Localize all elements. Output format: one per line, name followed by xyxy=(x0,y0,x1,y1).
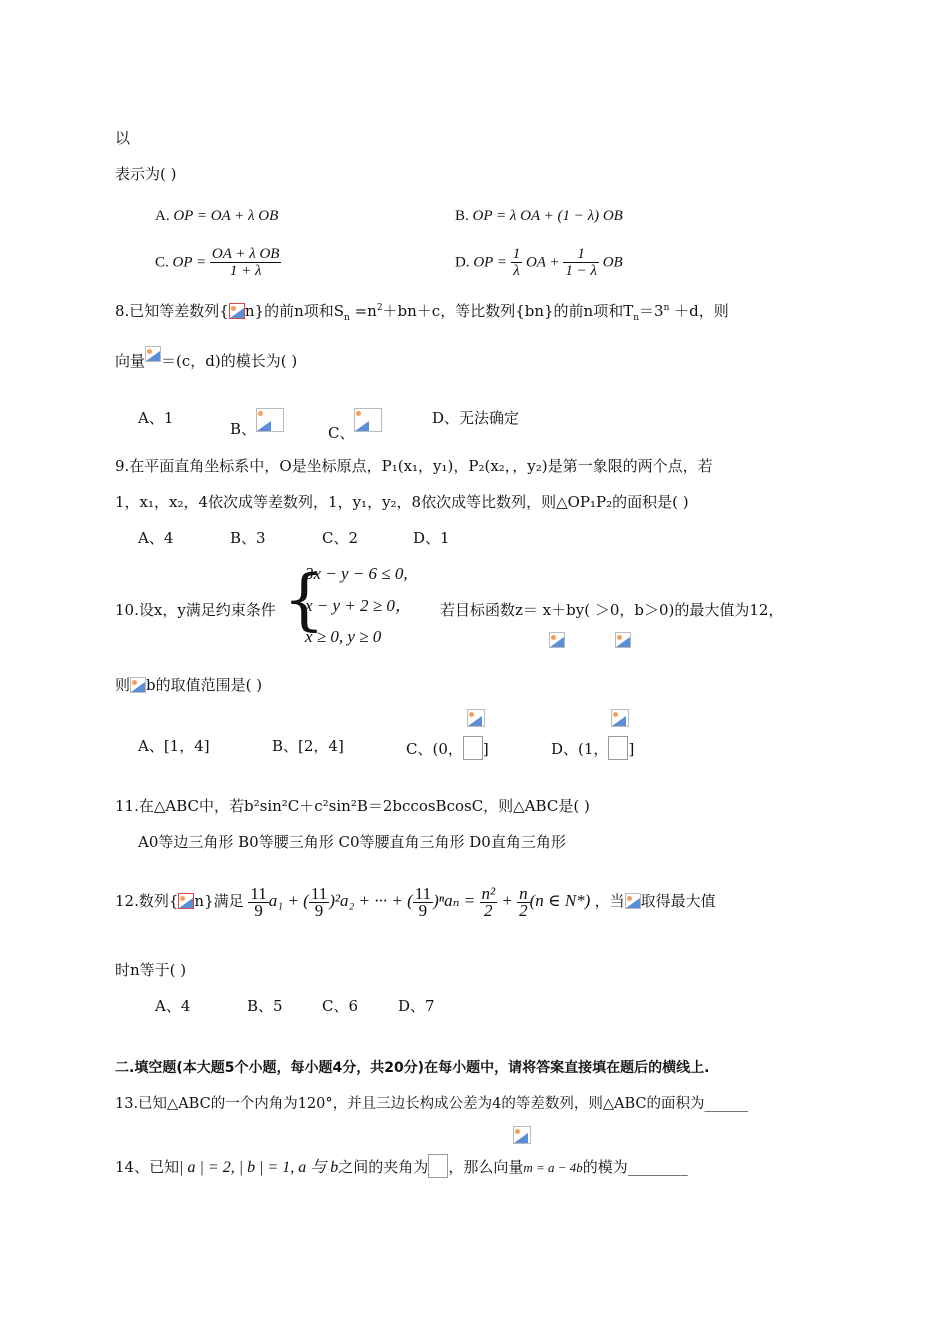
q8-option-a[interactable]: A、1 xyxy=(138,409,174,427)
q7-option-d-fraction-1: $\frac{1}{\lambda}$ xyxy=(512,246,521,279)
q8-option-b[interactable]: B、 xyxy=(230,408,284,439)
coefficient-image-icon-2 xyxy=(615,632,631,648)
q7-option-a-expr: OP = OA + λ OB xyxy=(173,208,279,224)
option-c-image-icon xyxy=(354,408,382,432)
q12-fraction-5: $\frac{n}{2}$ xyxy=(519,883,528,920)
q10-line2: 则 b的取值范围是( ) xyxy=(115,676,263,694)
q12-option-c[interactable]: C、6 xyxy=(322,997,359,1015)
q10-option-b[interactable]: B、[2，4] xyxy=(272,737,344,755)
q12-line1: 12.数列{ n}满足 $\frac{11}{9}$ a₁ + ( $\frac{11}{9}$ )²a₂ + ··· + ( $\frac{11}{9}$ )ⁿaₙ = $\frac{\text{n²}}{2}$ + $\frac{n}{2}$ (n ∈ N*) ，当 取得最大值 xyxy=(115,883,716,920)
q7-option-d[interactable]: D. OP = $\frac{1}{\lambda}$ OA + $\frac{1}{1 - \lambda}$ OB xyxy=(455,246,623,279)
sequence-image-icon xyxy=(178,893,194,909)
q10-constraint-3: x ≥ 0, y ≥ 0 xyxy=(305,627,382,646)
q10-option-c[interactable]: C、(0， ] xyxy=(406,736,489,760)
q8-option-d[interactable]: D、无法确定 xyxy=(432,409,520,427)
q12-fraction-3: $\frac{11}{9}$ xyxy=(414,883,432,920)
q10-constraint-1: 3x − y − 6 ≤ 0, xyxy=(305,564,408,583)
q12-line2: 时n等于( ) xyxy=(115,961,187,979)
q9-option-d[interactable]: D、1 xyxy=(413,529,450,547)
q12-fraction-1: $\frac{11}{9}$ xyxy=(250,883,267,920)
q12-fraction-2: $\frac{11}{9}$ xyxy=(310,883,328,920)
q13-line: 13.已知△ABC的一个内角为120°，并且三边长构成公差为4的等差数列，则△ABC的面积为______ xyxy=(115,1096,748,1112)
q10-prefix: 10.设x，y满足约束条件 xyxy=(115,601,276,619)
q8-option-c[interactable]: C、 xyxy=(328,408,382,443)
q14-line: 14、已知| a | = 2, | b | = 1, a 与 b之间的夹角为 ，那么向量m = a − 4b的模为________ xyxy=(115,1154,688,1178)
q9-option-c[interactable]: C、2 xyxy=(322,529,359,547)
angle-image-icon xyxy=(513,1126,531,1144)
q7-option-b-expr: OP = λ OA + (1 − λ) OB xyxy=(472,208,623,224)
q9-option-a[interactable]: A、4 xyxy=(138,529,174,547)
angle-box xyxy=(428,1154,448,1178)
option-d-image-icon-q10 xyxy=(611,709,629,727)
q12-fraction-4: $\frac{\text{n²}}{2}$ xyxy=(481,883,496,920)
vector-image-icon xyxy=(145,346,161,362)
q8-line1: 8.已知等差数列{ n}的前n项和$S_n =n^2+bn+c$，等比数列{bn}的前n项和$T_n=3^n +d$，则 xyxy=(115,302,729,323)
q10-option-a[interactable]: A、[1，4] xyxy=(138,737,210,755)
q7-option-a[interactable]: A. OP = OA + λ OB xyxy=(155,208,279,224)
option-c-box xyxy=(463,736,483,760)
q9-line2: 1，x₁，x₂，4依次成等差数列，1，y₁，y₂，8依次成等比数列，则△OP₁P₂的面积是( ) xyxy=(115,493,689,511)
constraint-brace: { xyxy=(283,561,325,638)
q7-option-c-fraction: $\frac{\text{OA + λ OB}}{1 + \lambda}$ xyxy=(211,246,280,279)
q9-option-b[interactable]: B、3 xyxy=(230,529,266,547)
q7-line2: 表示为( ) xyxy=(115,165,177,183)
option-c-image-icon-q10 xyxy=(467,709,485,727)
option-d-box xyxy=(608,736,628,760)
q10-option-d[interactable]: D、(1， ] xyxy=(551,736,634,760)
broken-image-icon xyxy=(229,303,245,319)
q7-option-c[interactable]: C. OP = $\frac{\text{OA + λ OB}}{1 + \lambda}$ xyxy=(155,246,280,279)
q12-option-b[interactable]: B、5 xyxy=(247,997,283,1015)
q11-options[interactable]: A0等边三角形 B0等腰三角形 C0等腰直角三角形 D0直角三角形 xyxy=(138,833,566,851)
q10-constraint-2: x − y + 2 ≥ 0， xyxy=(305,596,412,615)
section-heading: 二.填空题(本大题5个小题，每小题4分，共20分)在每小题中，请将答案直接填在题后的横线上. xyxy=(115,1060,710,1076)
q9-line1: 9.在平面直角坐标系中，O是坐标原点，P₁(x₁，y₁)，P₂(x₂，，y₂)是第一象限的两个点，若 xyxy=(115,457,713,475)
q12-option-a[interactable]: A、4 xyxy=(155,997,191,1015)
q8-line2: 向量 ＝(c，d)的模长为( ) xyxy=(115,346,297,371)
q7-option-d-fraction-2: $\frac{1}{1 - \lambda}$ xyxy=(565,246,597,279)
an-image-icon xyxy=(625,893,641,909)
option-b-image-icon xyxy=(256,408,284,432)
q7-line1: 以 xyxy=(115,129,131,147)
q11-line1: 11.在△ABC中，若b²sin²C＋c²sin²B＝2bccosBcosC，则△ABC是( ) xyxy=(115,797,590,815)
q12-option-d[interactable]: D、7 xyxy=(398,997,435,1015)
q14-condition: | a | = 2, | b | = 1, a 与 b xyxy=(179,1159,339,1176)
ratio-image-icon xyxy=(130,677,146,693)
q10-suffix: 若目标函数z＝ x＋by( ＞0，b＞0)的最大值为12， xyxy=(440,601,784,619)
q14-vector-m: m = a − 4b xyxy=(523,1160,583,1175)
q7-option-b[interactable]: B. OP = λ OA + (1 − λ) OB xyxy=(455,208,623,224)
coefficient-image-icon xyxy=(549,632,565,648)
